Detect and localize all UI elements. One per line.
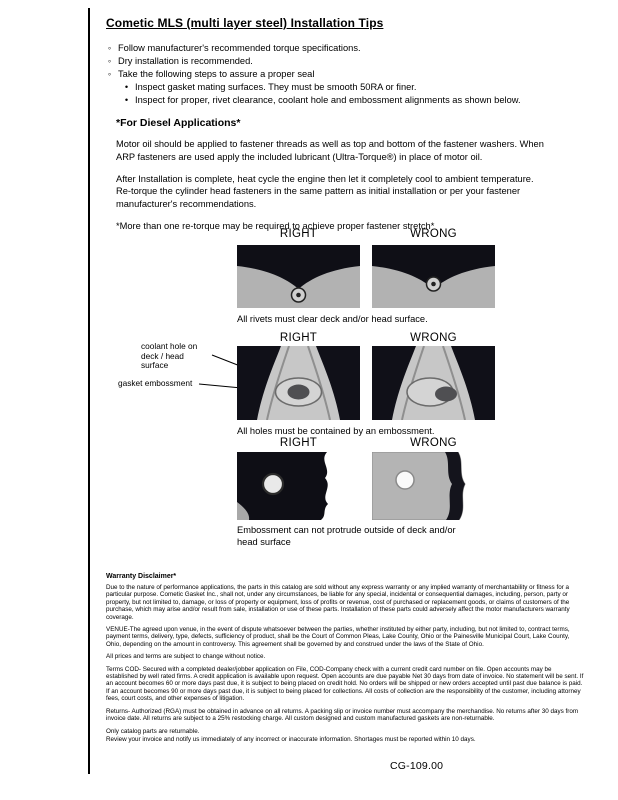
warranty-section — [106, 573, 584, 748]
warranty-paragraph: Review your invoice and notify us immediately of any incorrect or inaccurate information. Shortages must be reported within 10 days. — [106, 735, 476, 743]
diesel-paragraph-1: Motor oil should be applied to fastener threads as well as top and bottom of the fastener washers. When ARP fasteners are used apply the included lubricant (Ultra-Torque®) in place of motor oil. — [116, 139, 544, 162]
deck-contained-icon — [237, 452, 360, 520]
row3-caption: Embossment can not protrude outside of deck and/or head surface — [237, 525, 456, 547]
list-item-text: Dry installation is recommended. — [118, 56, 253, 66]
rivet-clear-icon — [237, 245, 360, 308]
diesel-heading: *For Diesel Applications* — [116, 117, 241, 129]
page-title: Cometic MLS (multi layer steel) Installation Tips — [106, 16, 384, 30]
list-item — [123, 94, 586, 107]
protrusion-right-diagram — [237, 452, 360, 520]
protrusion-wrong-diagram — [372, 452, 495, 520]
list-item-text: Take the following steps to assure a proper seal — [118, 69, 315, 79]
row2-caption: All holes must be contained by an embossment. — [237, 426, 435, 436]
bullet-icon: ◦ — [107, 69, 112, 79]
embossment-wrong-diagram — [372, 346, 495, 420]
list-item-text: Inspect for proper, rivet clearance, coolant hole and embossment alignments as shown below. — [135, 95, 521, 105]
list-item — [106, 55, 586, 68]
rivet-right-diagram — [237, 245, 360, 308]
list-item — [106, 42, 586, 55]
warranty-paragraph: VENUE-The agreed upon venue, in the event of dispute whatsoever between the parties, whether instituted by either party, including, but not limited to, contract terms, payment terms, delivery, type, defects, sufficiency of product, shall be the Court of Common Pleas, Lake County, Ohio or the Painesville Municipal Court, Lake County, Ohio, depending on the amount in controversy. This agreement shall be governed by and construed under the laws of the State of Ohio. — [106, 626, 570, 648]
rivet-wrong-diagram — [372, 245, 495, 308]
warranty-paragraph: Returns- Authorized (RGA) must be obtained in advance on all returns. A packing slip or invoice number must accompany the merchandise. No returns after 30 days from invoice date. All returns are subject to a 25% restocking charge. All custom designed and custom manufactured gaskets are non-returnable. — [106, 707, 579, 723]
warranty-paragraph: Due to the nature of performance applications, the parts in this catalog are sold without any express warranty or any implied warranty of merchantability or fitness for a particular purpose. Cometic Gasket Inc., shall not, under any circumstances, be liable for any special, incidental or consequential damages, including, person, party or property, but not limited to, damage, or loss of property or equipment, loss of profits or revenue, cost of purchased or replacement goods, or claims of customers of the purchase, which may arise and/or result from sale, installation or use of these parts. Installation of these parts could adversely affect the motor manufacturers warranty coverage. — [106, 584, 570, 621]
tips-list — [106, 42, 586, 107]
embossment-right-diagram — [237, 346, 360, 420]
diesel-section — [116, 117, 548, 242]
sub-bullet-icon: • — [124, 95, 129, 105]
page-border-line — [88, 8, 90, 774]
hole-contained-icon — [237, 346, 360, 420]
warranty-paragraph: All prices and terms are subject to change without notice. — [106, 653, 266, 661]
deck-protrude-icon — [372, 452, 495, 520]
row1-right-label: RIGHT — [279, 228, 318, 240]
rivet-overlap-icon — [372, 245, 495, 308]
bullet-icon: ◦ — [107, 56, 112, 66]
row2-right-label: RIGHT — [279, 332, 318, 344]
hole-overlap-icon — [372, 346, 495, 420]
list-item-text: Inspect gasket mating surfaces. They must be smooth 50RA or finer. — [135, 82, 417, 92]
gasket-embossment-label: gasket embossment — [118, 378, 193, 388]
diesel-paragraph-2: After Installation is complete, heat cycle the engine then let it completely cool to ambient temperature. Re-torque the cylinder head fasteners in the same pattern as initial installation or per your fastener manufacturer's recommendations. — [116, 173, 534, 210]
bullet-icon: ◦ — [107, 43, 112, 53]
row2-wrong-label: WRONG — [410, 332, 457, 344]
warranty-heading: Warranty Disclaimer* — [106, 573, 177, 580]
coolant-hole-label: coolant hole on deck / head surface — [141, 341, 198, 371]
row3-wrong-label: WRONG — [410, 437, 457, 449]
warranty-paragraph: Terms COD- Secured with a completed dealer/jobber application on File, COD-Company check with a current credit card number on file. Open accounts may be established by well rated firms. A credit application is available upon request. Open accounts are due payable Net 30 days from date of invoice. No statement will be sent. If an account becomes 60 or more days past due, it is subject to being placed on credit hold. No orders will be shipped or new orders accepted until past due balance is paid. If an account becomes 90 or more days past due, it is subject to being placed for collections. All costs of collection are the responsibility of the customer, including attorney fees, court costs, and other expenses of litigation. — [106, 665, 584, 703]
page-number: CG-109.00 — [390, 760, 444, 772]
list-item — [106, 68, 586, 81]
list-item — [123, 81, 586, 94]
retorque-note: *More than one re-torque may be required to achieve proper fastener stretch* — [116, 220, 435, 231]
warranty-paragraph: Only catalog parts are returnable. — [106, 727, 200, 735]
sub-bullet-icon: • — [124, 82, 129, 92]
row3-right-label: RIGHT — [279, 437, 318, 449]
row1-caption: All rivets must clear deck and/or head surface. — [237, 314, 428, 324]
list-item-text: Follow manufacturer's recommended torque specifications. — [118, 43, 361, 53]
row1-wrong-label: WRONG — [410, 228, 457, 240]
